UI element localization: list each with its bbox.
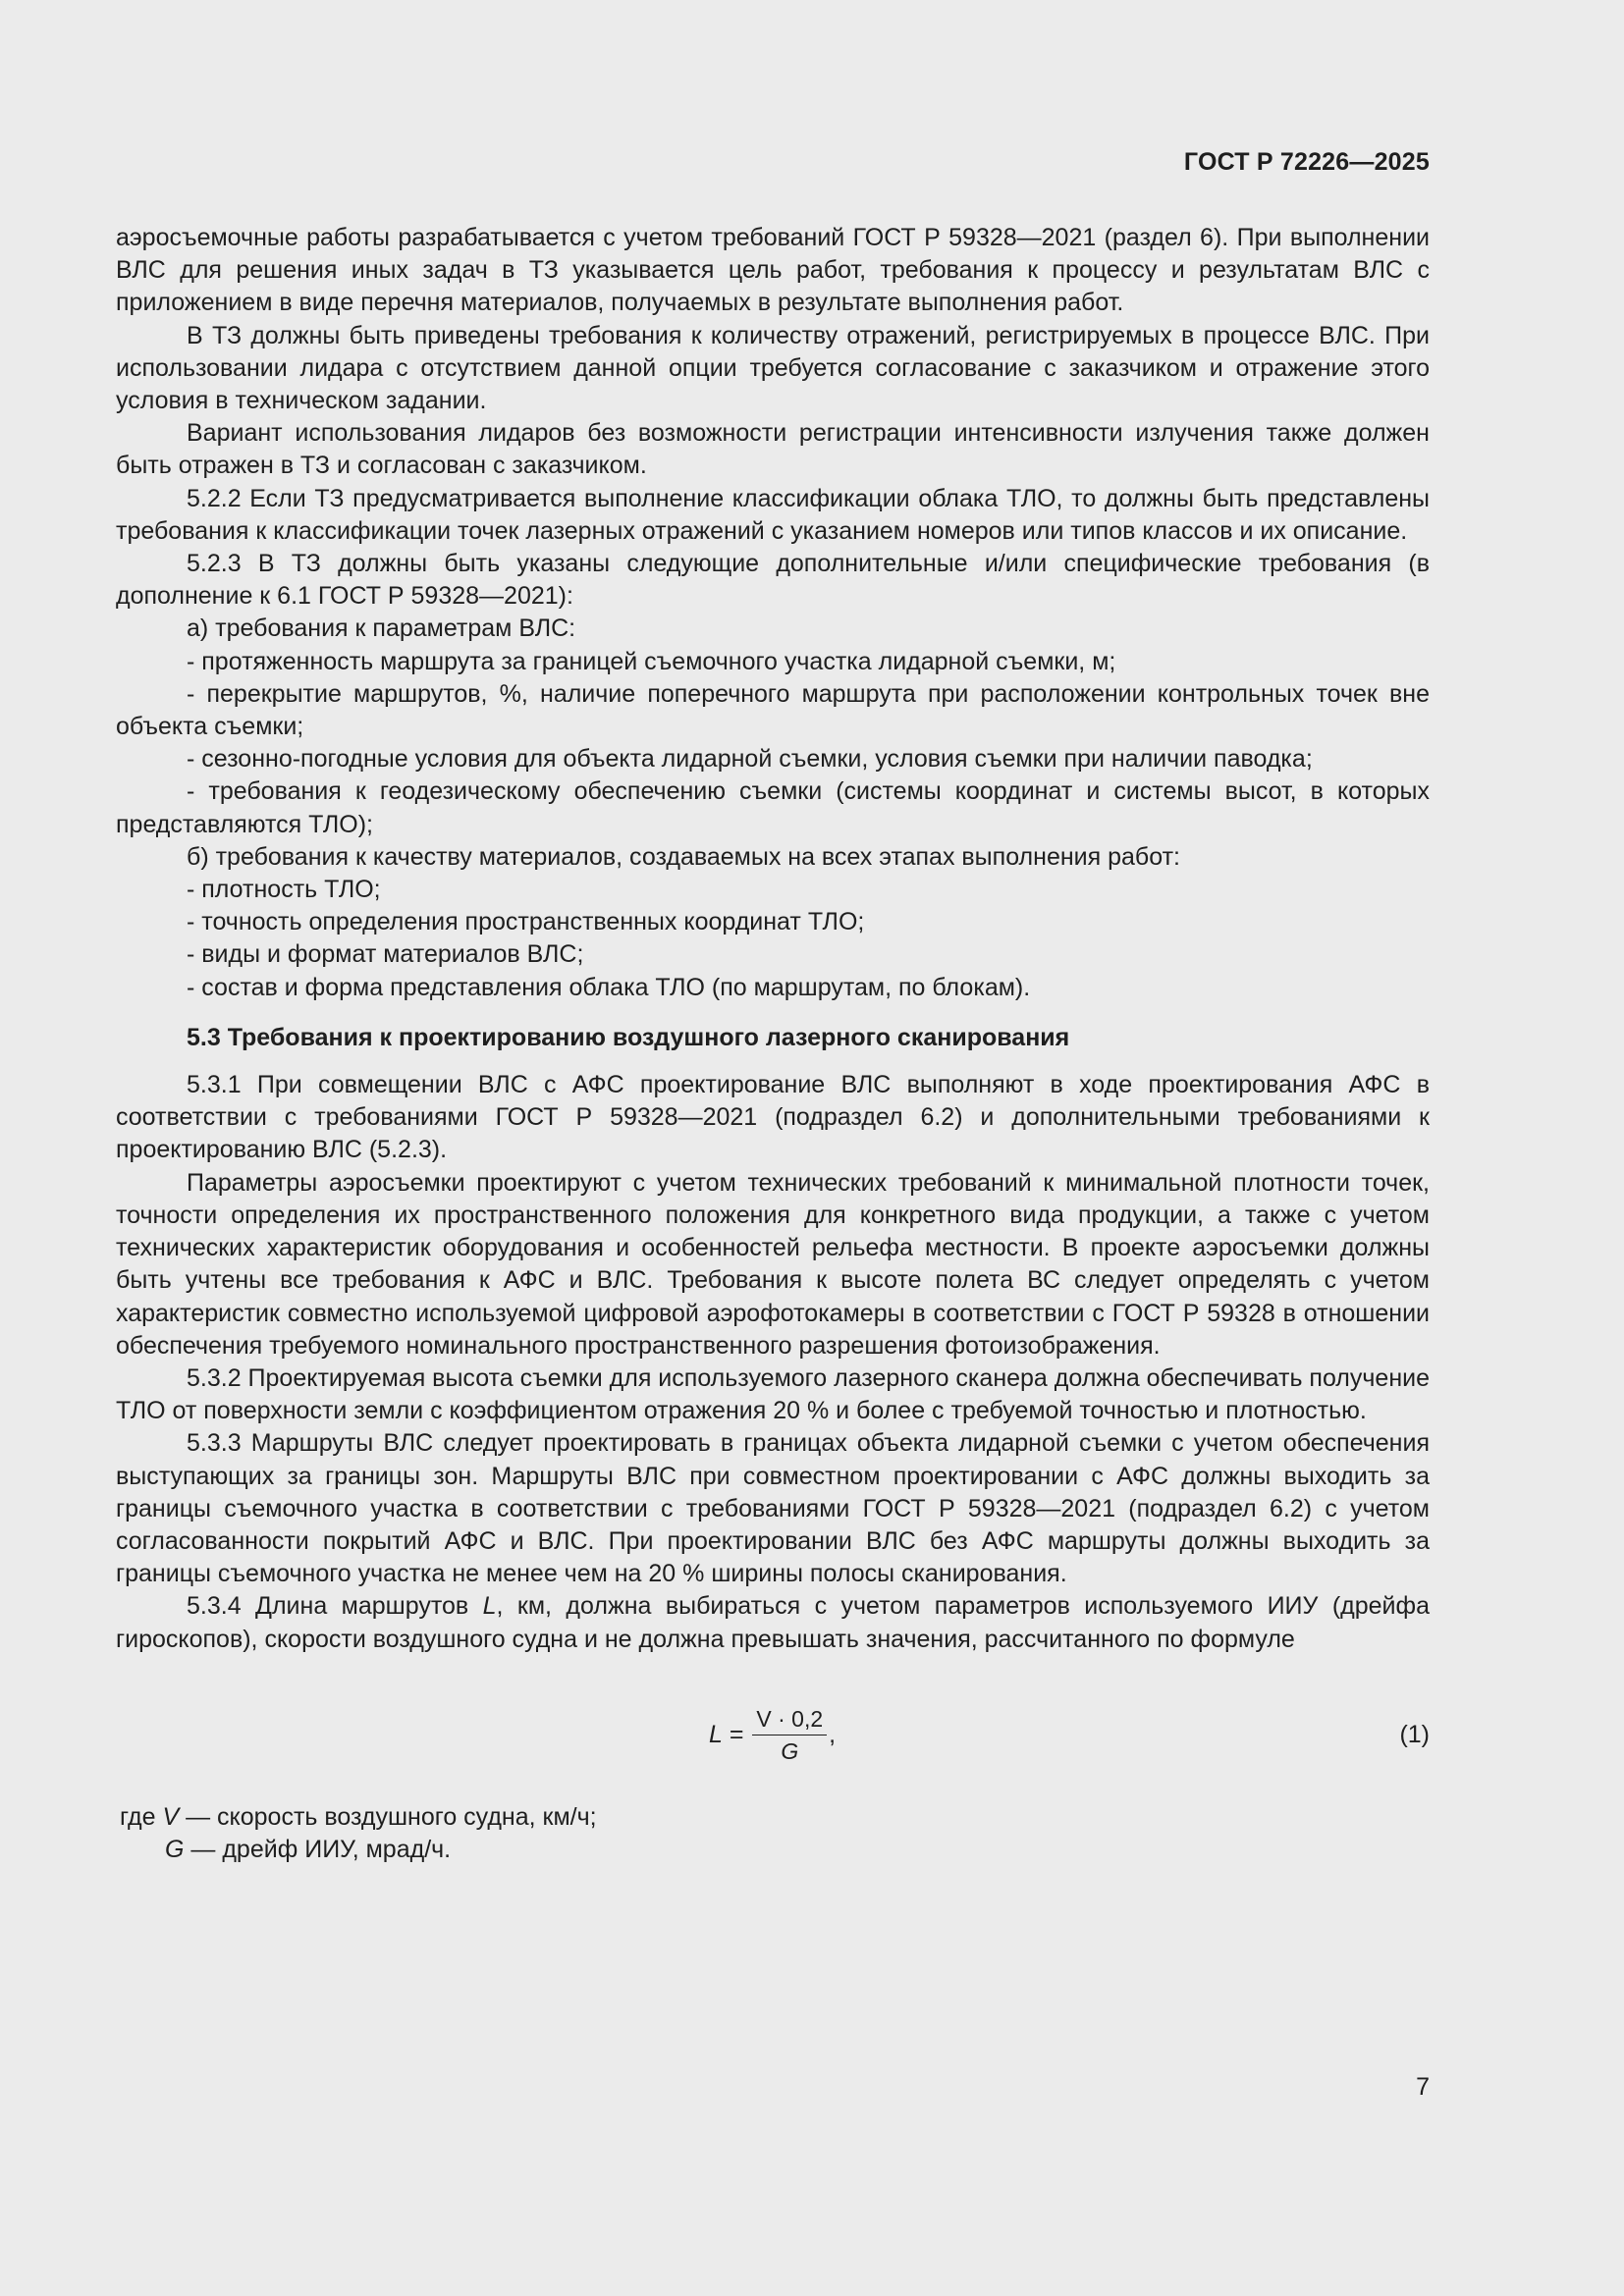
paragraph: Параметры аэросъемки проектируют с учетом технических требований к минимальной плотности точек, точности определения их пространственного положения для конкретного вида продукции, а также с учетом технических характеристик оборудования и особенностей рельефа местности. В проекте аэросъемки должны быть учтены все требования к АФС и ВЛС. Требования к высоте полета ВС следует определять с учетом характеристик совместно используемой цифровой аэрофотокамеры в соответствии с ГОСТ Р 59328 в отношении обеспечения требуемого номинального пространственного разрешения фотоизображения. [116,1168,1430,1360]
legend-var-v: V [162,1802,180,1831]
legend-line-v [116,1801,1430,1834]
formula-trail: , [829,1720,837,1748]
formula-fraction [752,1705,827,1765]
legend-prefix: где [120,1802,163,1831]
list-item: - требования к геодезическому обеспечению съемки (системы координат и системы высот, в которых представляются ТЛО); [116,777,1430,838]
paragraph-5-3-2: 5.3.2 Проектируемая высота съемки для используемого лазерного сканера должна обеспечивать получение ТЛО от поверхности земли с коэффициентом отражения 20 % и более с требуемой точностью и плотностью. [116,1363,1430,1425]
p534-text-2: , км, должна выбираться с учетом параметров используемого ИИУ (дрейфа гироскопов), скорости воздушного судна и не должна превышать значения, рассчитанного по формуле [116,1592,1430,1653]
legend-text-v: — скорость воздушного судна, км/ч; [179,1802,597,1831]
paragraph-5-3-3: 5.3.3 Маршруты ВЛС следует проектировать в границах объекта лидарной съемки с учетом обеспечения выступающих за границы зон. Маршруты ВЛС при совместном проектировании с АФС должны выходить за границы съемочного участка в соответствии с требованиями ГОСТ Р 59328—2021 (подраздел 6.2) с учетом согласованности покрытий АФС и ВЛС. При проектировании ВЛС без АФС маршруты должны выходить за границы съемочного участка не менее чем на 20 % ширины полосы сканирования. [116,1429,1430,1588]
list-heading-b: б) требования к качеству материалов, создаваемых на всех этапах выполнения работ: [187,842,1180,871]
paragraph-5-2-3: 5.2.3 В ТЗ должны быть указаны следующие дополнительные и/или специфические требования (в дополнение к 6.1 ГОСТ Р 59328—2021): [116,550,1430,611]
formula-expression [709,1705,836,1765]
document-code-header: ГОСТ Р 72226—2025 [1183,148,1430,176]
legend-line-g [116,1834,1430,1866]
document-body [116,222,1430,1866]
formula-block [116,1685,1430,1793]
list-item: - плотность ТЛО; [187,876,381,904]
p534-variable: L [482,1592,497,1621]
formula-legend [116,1801,1430,1866]
list-item: - виды и формат материалов ВЛС; [187,940,584,969]
legend-text-g: — дрейф ИИУ, мрад/ч. [184,1835,452,1863]
formula-lhs: L [709,1720,723,1748]
formula-equals: = [722,1720,751,1748]
formula-denominator: G [781,1737,799,1764]
paragraph-5-3-4 [116,1590,1430,1655]
list-item: - состав и форма представления облака ТЛО (по маршрутам, по блокам). [187,973,1031,1001]
paragraph: аэросъемочные работы разрабатывается с учетом требований ГОСТ Р 59328—2021 (раздел 6). При выполнении ВЛС для решения иных задач в ТЗ указывается цель работ, требования к процессу и результатам ВЛС с приложением в виде перечня материалов, получаемых в результате выполнения работ. [116,224,1430,317]
formula-number: (1) [1399,1720,1430,1748]
list-item: - точность определения пространственных координат ТЛО; [187,908,865,936]
paragraph: В ТЗ должны быть приведены требования к количеству отражений, регистрируемых в процессе ВЛС. При использовании лидара с отсутствием данной опции требуется согласование с заказчиком и отражение этого условия в техническом задании. [116,321,1430,415]
paragraph-5-2-2: 5.2.2 Если ТЗ предусматривается выполнение классификации облака ТЛО, то должны быть представлены требования к классификации точек лазерных отражений с указанием номеров или типов классов и их описание. [116,484,1430,545]
list-item: - сезонно-погодные условия для объекта лидарной съемки, условия съемки при наличии паводка; [187,745,1313,774]
p534-text-1: 5.3.4 Длина маршрутов [187,1592,483,1621]
list-heading-a: а) требования к параметрам ВЛС: [187,614,576,643]
legend-var-g: G [165,1835,185,1863]
section-heading-5-3: 5.3 Требования к проектированию воздушного лазерного сканирования [187,1023,1070,1051]
paragraph: Вариант использования лидаров без возможности регистрации интенсивности излучения также должен быть отражен в ТЗ и согласован с заказчиком. [116,419,1430,480]
list-item: - перекрытие маршрутов, %, наличие поперечного маршрута при расположении контрольных точек вне объекта съемки; [116,679,1430,741]
list-item: - протяженность маршрута за границей съемочного участка лидарной съемки, м; [187,647,1116,675]
page-number: 7 [1416,2073,1430,2101]
paragraph-5-3-1: 5.3.1 При совмещении ВЛС с АФС проектирование ВЛС выполняют в ходе проектирования АФС в соответствии с требованиями ГОСТ Р 59328—2021 (подраздел 6.2) и дополнительными требованиями к проектированию ВЛС (5.2.3). [116,1071,1430,1164]
formula-numerator: V · 0,2 [752,1705,827,1735]
